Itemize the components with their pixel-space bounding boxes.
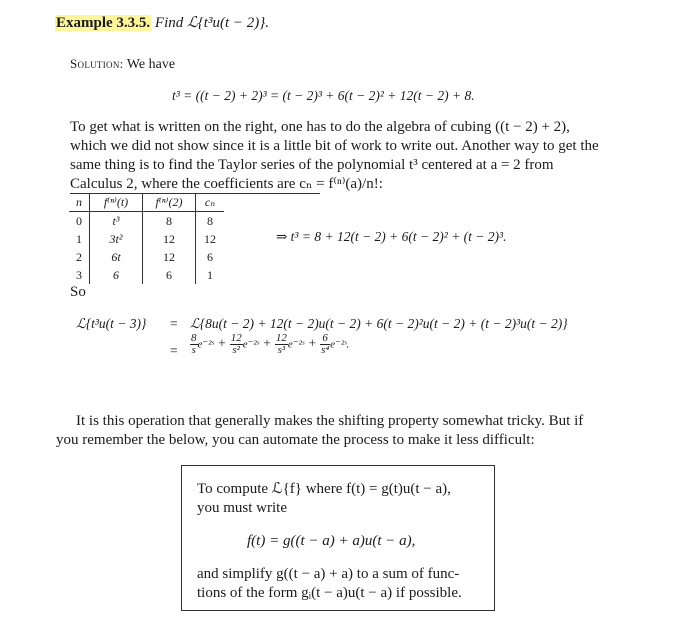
- exponential: e⁻²ˢ: [197, 338, 214, 351]
- plus-sign: +: [307, 335, 317, 351]
- table-cell: 3t²: [90, 230, 143, 248]
- transform-result: [190, 333, 349, 356]
- remark-line: you remember the below, you can automate the process to make it less difficult:: [56, 432, 535, 448]
- table-cell: t³: [90, 212, 143, 231]
- exponential: e⁻²ˢ: [287, 338, 305, 351]
- table-cell: 1: [69, 230, 90, 248]
- example-task: Find ℒ{t³u(t − 2)}.: [154, 15, 269, 31]
- exponential: e⁻²ˢ.: [330, 338, 350, 351]
- fraction-denominator: s³: [277, 344, 286, 356]
- solution-intro-text: We have: [126, 57, 176, 72]
- table-cell: 12: [143, 248, 196, 266]
- table-cell: 6: [207, 249, 213, 264]
- remark-paragraph: [56, 412, 583, 431]
- table-cell: 6t: [90, 248, 143, 266]
- fraction-denominator: s: [191, 344, 196, 356]
- example-heading: [55, 14, 269, 33]
- table-cell: 8: [143, 212, 196, 231]
- exponential: e⁻²ˢ: [242, 338, 259, 351]
- table-row: [69, 248, 224, 266]
- header-n: n: [69, 193, 90, 212]
- fraction: [190, 333, 198, 356]
- fraction-numerator: 8: [191, 332, 197, 344]
- transform-lhs: ℒ{t³u(t − 3)}: [76, 316, 147, 331]
- explanation-line: To get what is written on the right, one has to do the algebra of cubing ((t − 2) + 2),: [70, 119, 570, 135]
- fraction-numerator: 12: [230, 332, 242, 344]
- table-row: [69, 230, 224, 248]
- fraction: [230, 333, 243, 356]
- explanation-line: which we did not show since it is a little bit of work to write out. Another way to get the: [70, 138, 599, 154]
- header-coefficient: cₙ: [196, 193, 225, 212]
- fraction-numerator: 12: [275, 332, 287, 344]
- example-label: Example 3.3.5.: [56, 15, 151, 31]
- table-row: [69, 266, 224, 284]
- equals-sign: =: [170, 316, 178, 331]
- box-line: tions of the form gᵢ(t − a)u(t − a) if possible.: [197, 585, 462, 601]
- box-line: you must write: [197, 500, 287, 516]
- explanation-line: Calculus 2, where the coefficients are cₙ = f⁽ⁿ⁾(a)/n!:: [70, 176, 383, 192]
- taylor-result: ⇒ t³ = 8 + 12(t − 2) + 6(t − 2)² + (t − 2)³.: [276, 229, 507, 244]
- fraction: [320, 333, 330, 356]
- box-formula: f(t) = g((t − a) + a)u(t − a),: [247, 533, 416, 549]
- transform-rhs: ℒ{8u(t − 2) + 12(t − 2)u(t − 2) + 6(t − 2)²u(t − 2) + (t − 2)³u(t − 2)}: [190, 316, 568, 331]
- expansion-equation: t³ = ((t − 2) + 2)³ = (t − 2)³ + 6(t − 2)² + 12(t − 2) + 8.: [172, 88, 475, 103]
- table-cell: 0: [69, 212, 90, 231]
- fraction-denominator: s²: [232, 344, 240, 356]
- coefficient-table: [69, 193, 224, 284]
- remark-line: It is this operation that generally makes the shifting property somewhat tricky. But if: [76, 413, 584, 429]
- plus-sign: +: [217, 335, 227, 351]
- equals-sign: =: [170, 343, 178, 358]
- explanation-paragraph: [70, 118, 599, 194]
- table-cell: 1: [207, 267, 213, 282]
- fraction-denominator: s⁴: [321, 344, 330, 356]
- table-cell: 6: [90, 266, 143, 284]
- so-label: So: [70, 284, 86, 300]
- table-cell: 12: [204, 231, 216, 246]
- table-cell: 2: [69, 248, 90, 266]
- table-cell: 8: [207, 213, 213, 228]
- header-derivative-at-2: f⁽ⁿ⁾(2): [143, 193, 196, 212]
- explanation-line: same thing is to find the Taylor series of the polynomial t³ centered at a = 2 from: [70, 157, 554, 173]
- table-row: [69, 212, 224, 231]
- table-cell: 3: [69, 266, 90, 284]
- table-header-row: [69, 193, 224, 212]
- fraction-numerator: 6: [320, 333, 330, 345]
- fraction: [275, 333, 288, 356]
- solution-label: Solution:: [70, 56, 124, 71]
- table-cell: 12: [143, 230, 196, 248]
- box-line: To compute ℒ{f} where f(t) = g(t)u(t − a),: [197, 481, 451, 497]
- header-derivative: f⁽ⁿ⁾(t): [90, 193, 143, 212]
- solution-intro: [70, 56, 175, 73]
- remark-paragraph-continued: [56, 431, 535, 450]
- table-cell: 6: [143, 266, 196, 284]
- box-line: and simplify g((t − a) + a) to a sum of func-: [197, 566, 460, 582]
- plus-sign: +: [262, 335, 272, 351]
